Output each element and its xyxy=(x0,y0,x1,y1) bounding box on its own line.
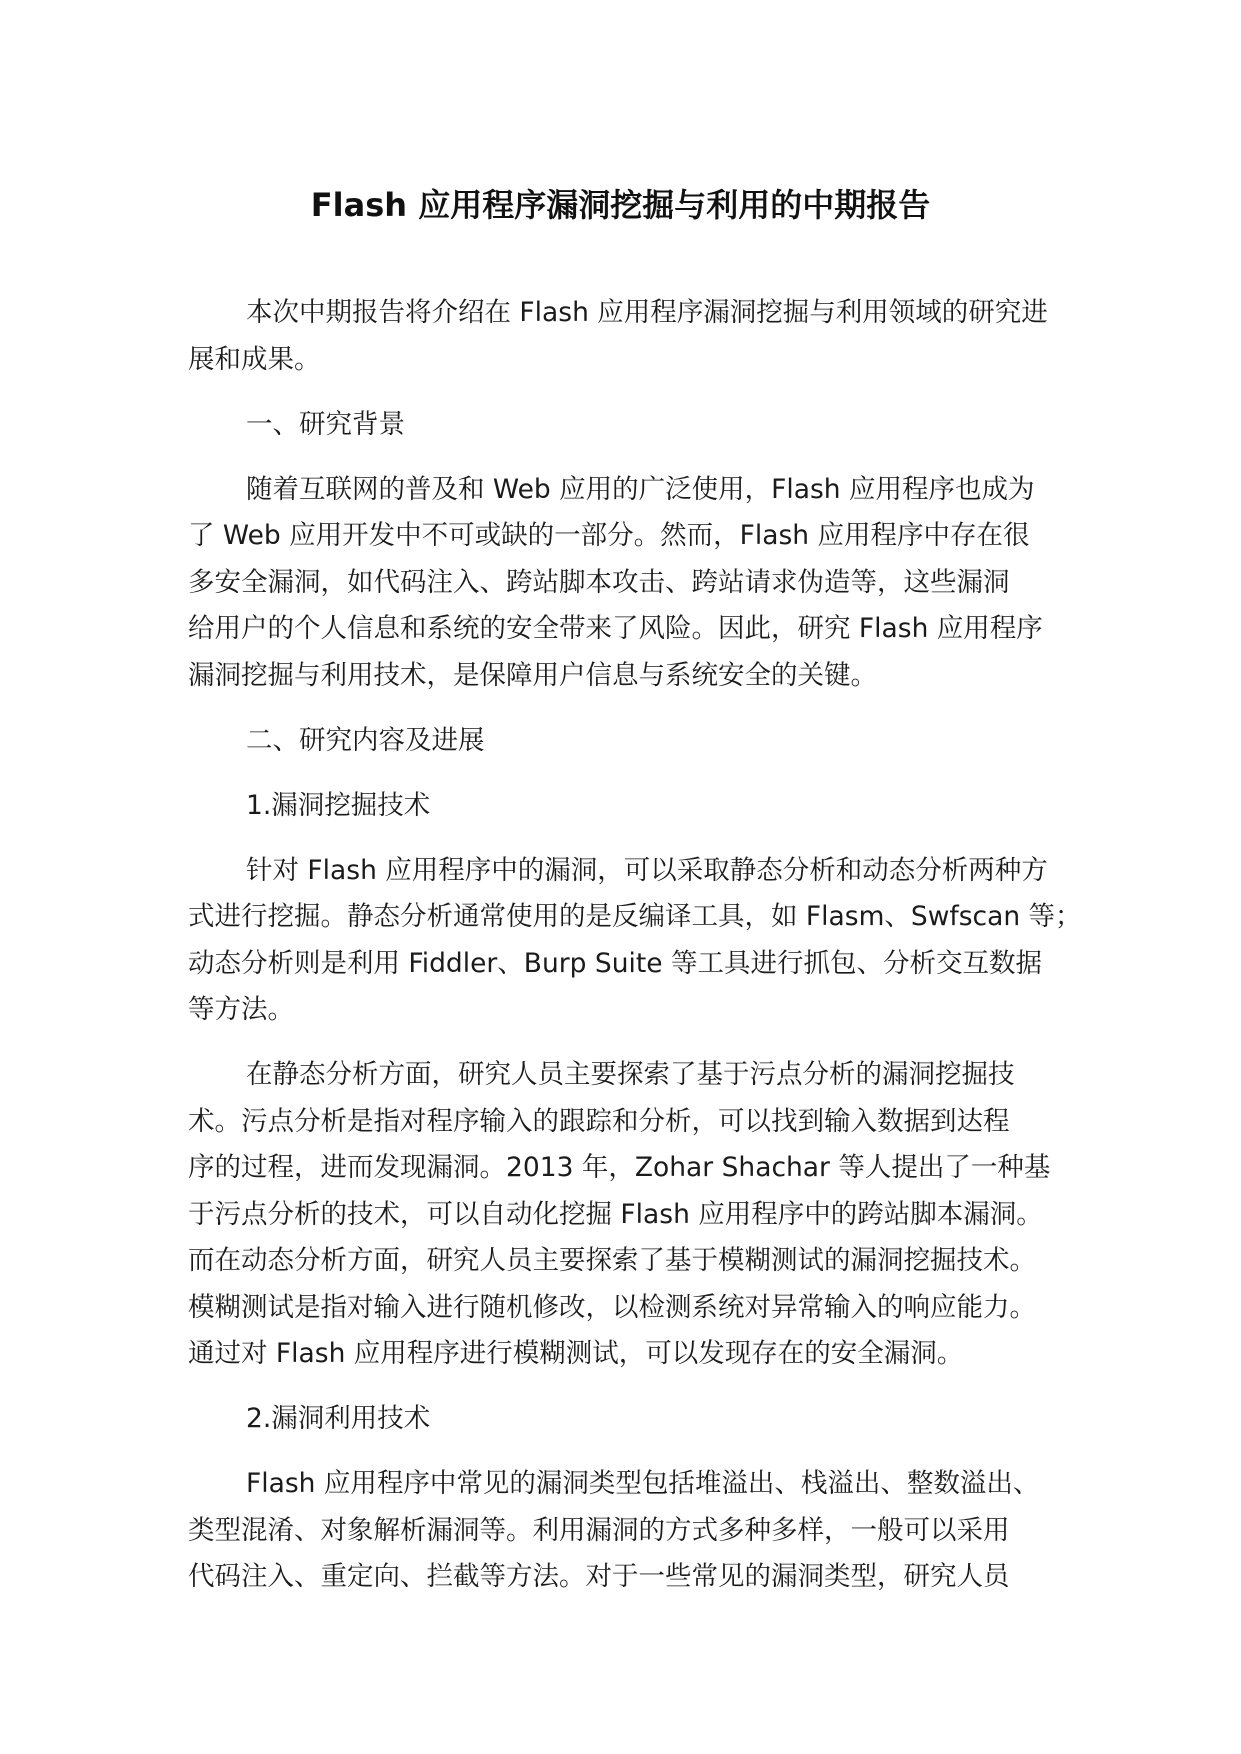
subsection-heading: 1.漏洞挖掘技术 xyxy=(246,789,431,821)
paragraph-line: 了 Web 应用开发中不可或缺的一部分。然而，Flash 应用程序中存在很 xyxy=(188,520,1030,551)
paragraph-line: 本次中期报告将介绍在 Flash 应用程序漏洞挖掘与利用领域的研究进 xyxy=(246,297,1048,328)
paragraph-line: 通过对 Flash 应用程序进行模糊测试，可以发现存在的安全漏洞。 xyxy=(188,1338,964,1369)
paragraph-line: 式进行挖掘。静态分析通常使用的是反编译工具，如 Flasm、Swfscan 等； xyxy=(188,901,1082,932)
paragraph-line: 术。污点分析是指对程序输入的跟踪和分析，可以找到输入数据到达程 xyxy=(188,1105,1010,1137)
paragraph-line: 展和成果。 xyxy=(188,343,321,375)
paragraph-mining-methods xyxy=(188,848,1198,1034)
section-heading-content xyxy=(188,718,1198,765)
paragraph-line: 于污点分析的技术，可以自动化挖掘 Flash 应用程序中的跨站脚本漏洞。 xyxy=(188,1198,1043,1230)
document-body xyxy=(188,290,1198,1619)
paragraph-line: 代码注入、重定向、拦截等方法。对于一些常见的漏洞类型，研究人员 xyxy=(188,1561,1010,1592)
paragraph-line: 动态分析则是利用 Fiddler、Burp Suite 等工具进行抓包、分析交互数据 xyxy=(188,947,1043,979)
paragraph-static-dynamic-analysis xyxy=(188,1052,1198,1378)
paragraph-line: 等方法。 xyxy=(188,994,294,1025)
subsection-heading: 2.漏洞利用技术 xyxy=(246,1403,431,1434)
paragraph-line: 漏洞挖掘与利用技术，是保障用户信息与系统安全的关键。 xyxy=(188,659,877,691)
paragraph-line: 随着互联网的普及和 Web 应用的广泛使用，Flash 应用程序也成为 xyxy=(246,473,1035,505)
paragraph-line: 在静态分析方面，研究人员主要探索了基于污点分析的漏洞挖掘技 xyxy=(246,1059,1015,1090)
subsection-heading-exploitation xyxy=(188,1396,1198,1443)
document-title: Flash 应用程序漏洞挖掘与利用的中期报告 xyxy=(310,186,931,224)
paragraph-background xyxy=(188,467,1198,700)
paragraph-line: 而在动态分析方面，研究人员主要探索了基于模糊测试的漏洞挖掘技术。 xyxy=(188,1245,1036,1276)
paragraph-exploitation xyxy=(188,1461,1198,1601)
section-heading: 二、研究内容及进展 xyxy=(246,724,485,756)
paragraph-line: 序的过程，进而发现漏洞。2013 年，Zohar Shachar 等人提出了一种基 xyxy=(188,1152,1051,1183)
section-heading-background xyxy=(188,402,1198,449)
section-heading: 一、研究背景 xyxy=(246,408,405,440)
paragraph-line: 类型混淆、对象解析漏洞等。利用漏洞的方式多种多样，一般可以采用 xyxy=(188,1514,1010,1546)
paragraph-intro xyxy=(188,290,1198,383)
paragraph-line: 针对 Flash 应用程序中的漏洞，可以采取静态分析和动态分析两种方 xyxy=(246,854,1048,886)
paragraph-line: 多安全漏洞，如代码注入、跨站脚本攻击、跨站请求伪造等，这些漏洞 xyxy=(188,566,1010,598)
paragraph-line: 模糊测试是指对输入进行随机修改，以检测系统对异常输入的响应能力。 xyxy=(188,1291,1036,1323)
paragraph-line: 给用户的个人信息和系统的安全带来了风险。因此，研究 Flash 应用程序 xyxy=(188,613,1043,644)
paragraph-line: Flash 应用程序中常见的漏洞类型包括堆溢出、栈溢出、整数溢出、 xyxy=(246,1468,1040,1499)
subsection-heading-mining xyxy=(188,783,1198,830)
